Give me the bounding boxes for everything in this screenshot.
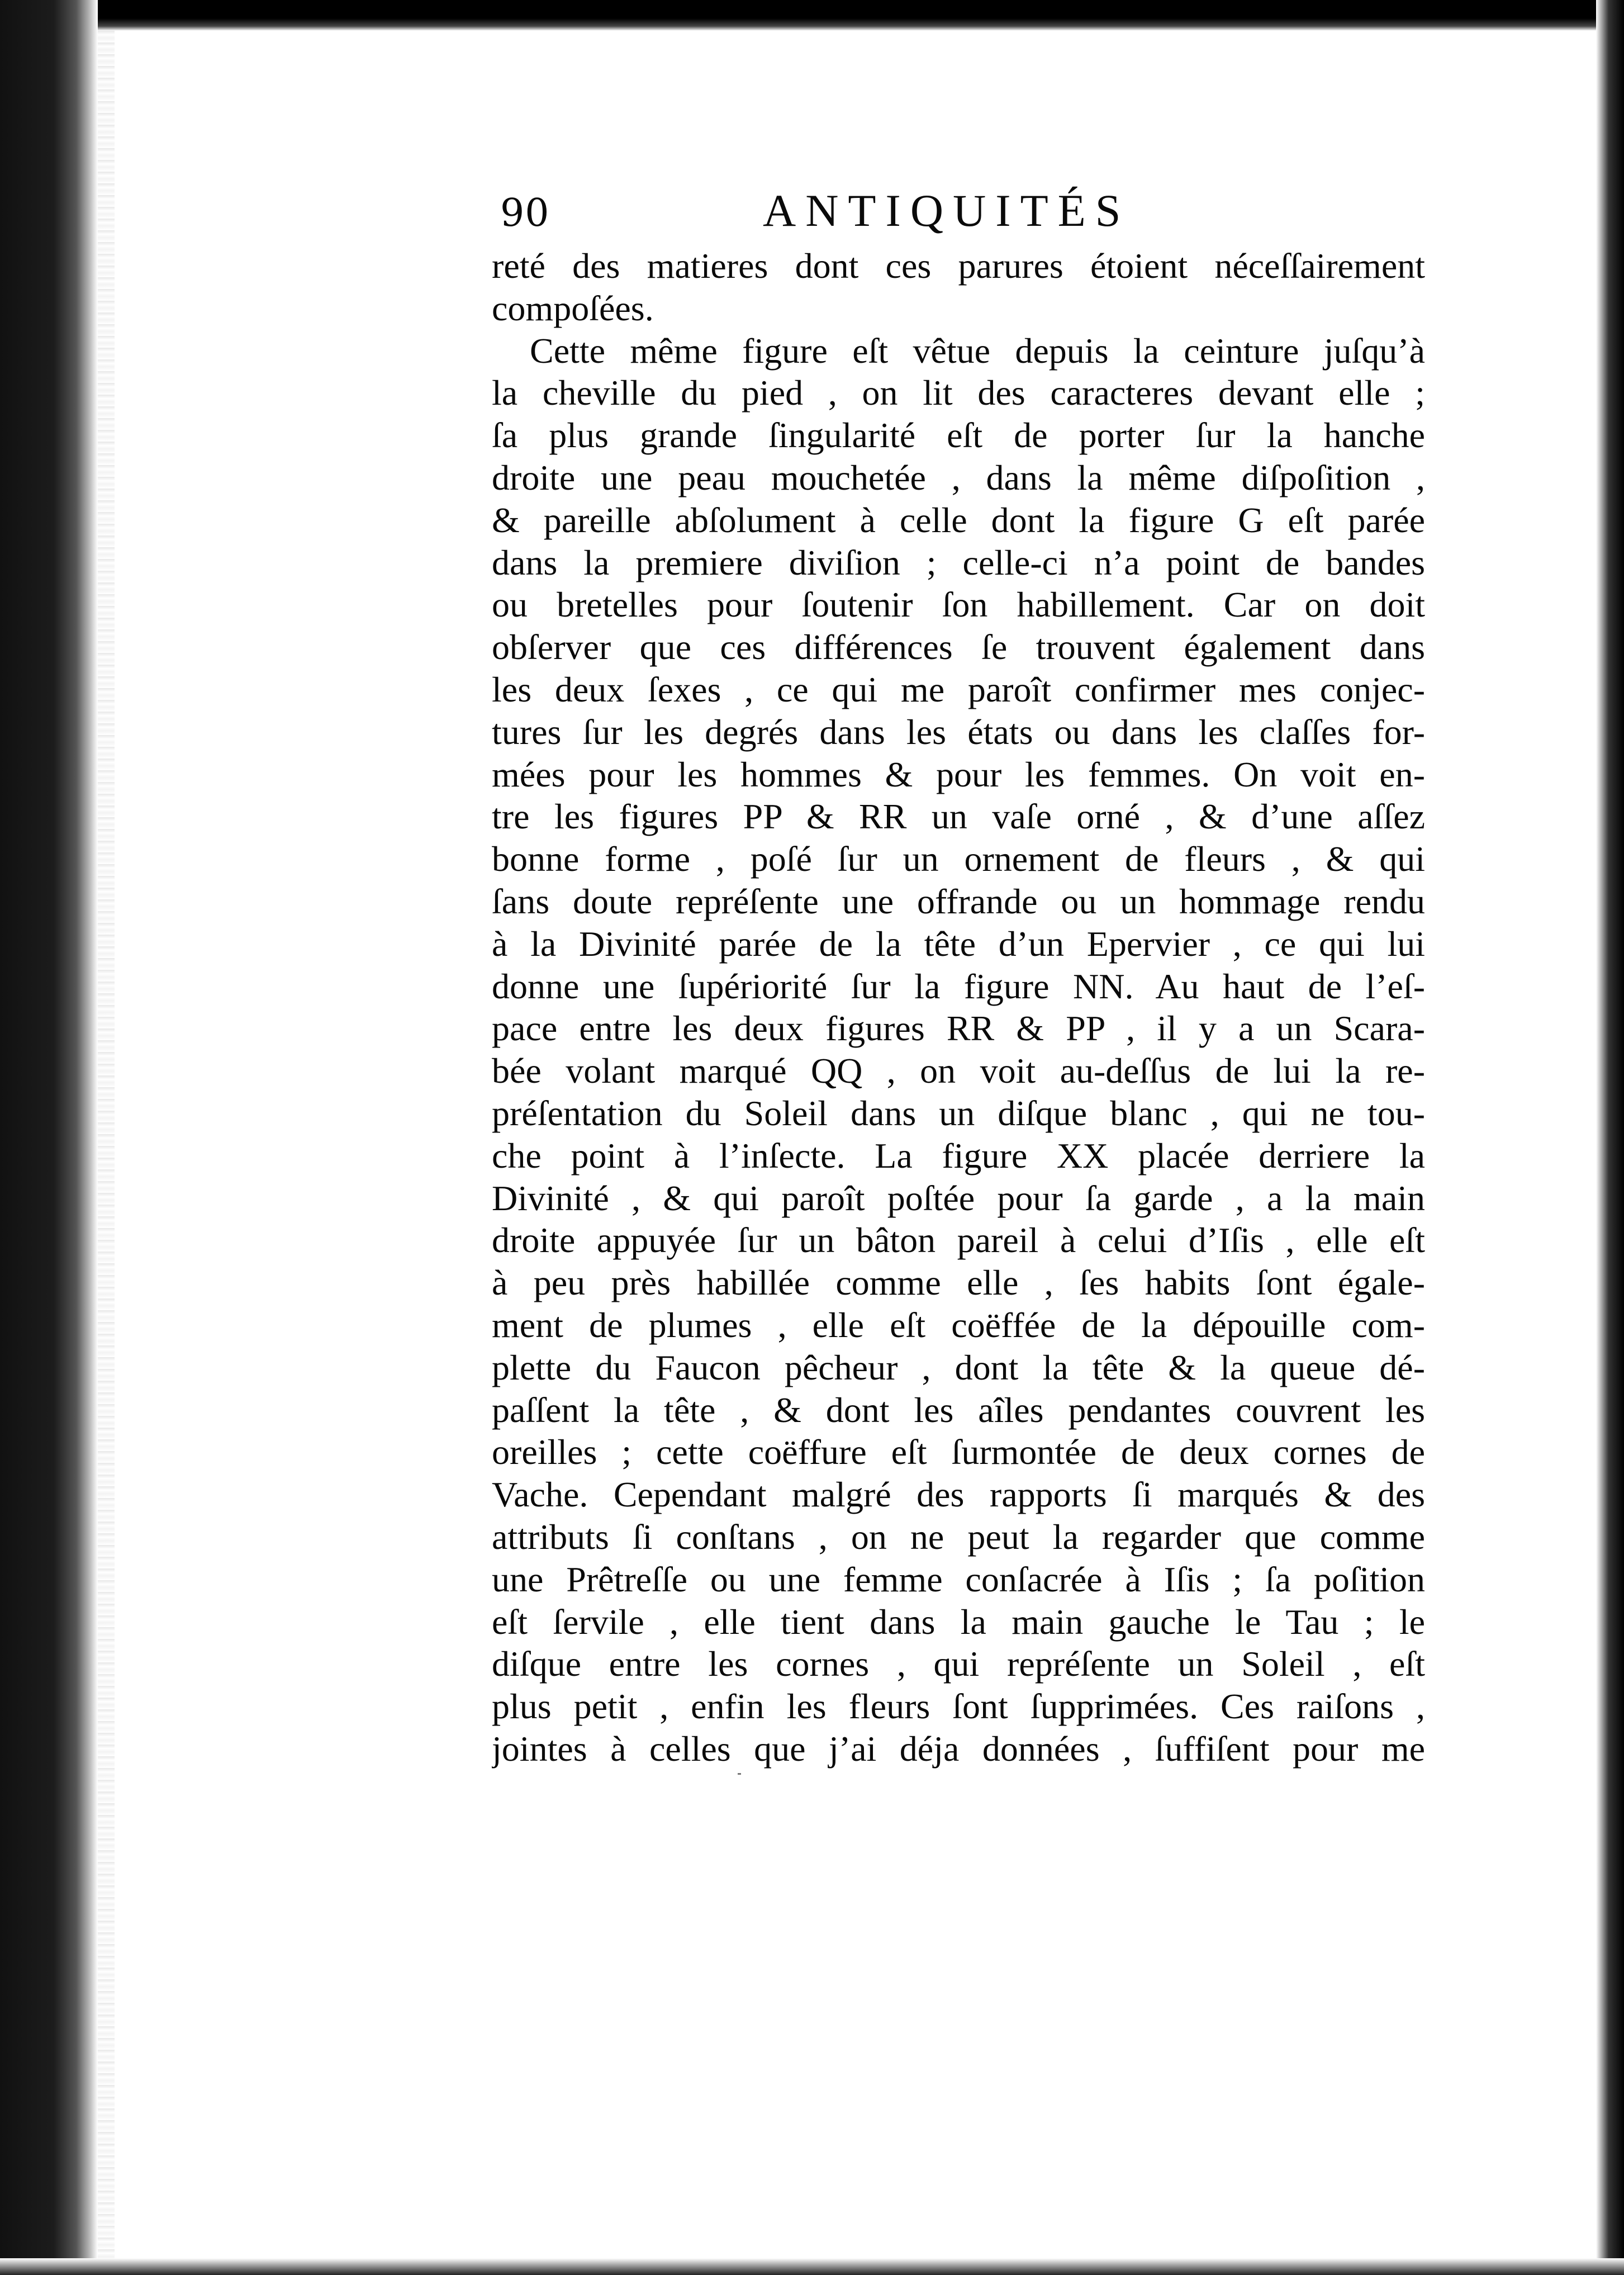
text-line: Vache. Cependant malgré des rapports ſi marqués & des xyxy=(492,1475,1425,1515)
text-line: oreilles ; cette coëffure eſt ſurmontée de deux cornes de xyxy=(492,1432,1425,1472)
text-line: jointes à celles que j’ai déja données , ſuffiſent pour me xyxy=(492,1728,1425,1769)
text-line: ou bretelles pour ſoutenir ſon habillement. Car on doit xyxy=(492,585,1425,625)
text-line: eſt ſervile , elle tient dans la main gauche le Tau ; le xyxy=(492,1601,1425,1642)
running-title: ANTIQUITÉS xyxy=(763,185,1131,236)
text-line: Divinité , & qui paroît poſtée pour ſa garde , a la main xyxy=(492,1178,1425,1218)
text-line: obſerver que ces différences ſe trouvent également dans xyxy=(492,627,1425,667)
body-text xyxy=(492,245,1425,1770)
text-line: bée volant marqué QQ , on voit au-deſſus de lui la re- xyxy=(492,1051,1425,1091)
text-line: paſſent la tête , & dont les aîles pendantes couvrent les xyxy=(492,1390,1425,1430)
text-line: compoſées. xyxy=(492,288,654,328)
text-line: une Prêtreſſe ou une femme conſacrée à Iſis ; ſa poſition xyxy=(492,1559,1425,1599)
text-line: plette du Faucon pêcheur , dont la tête & la queue dé- xyxy=(492,1347,1425,1387)
text-line: droite une peau mouchetée , dans la même diſpoſition , xyxy=(492,457,1425,497)
text-line: la cheville du pied , on lit des caracteres devant elle ; xyxy=(492,373,1425,413)
text-line: bonne forme , poſé ſur un ornement de fleurs , & qui xyxy=(492,839,1425,879)
text-line: tures ſur les degrés dans les états ou dans les claſſes for- xyxy=(492,712,1425,752)
text-line: attributs ſi conſtans , on ne peut la regarder que comme xyxy=(492,1516,1425,1557)
running-head xyxy=(500,184,1221,246)
text-line: ſa plus grande ſingularité eſt de porter ſur la hanche xyxy=(492,415,1425,456)
text-line: les deux ſexes , ce qui me paroît confirmer mes conjec- xyxy=(492,669,1425,709)
text-line: dans la premiere diviſion ; celle-ci n’a point de bandes xyxy=(492,542,1425,582)
text-line: tre les figures PP & RR un vaſe orné , & d’une aſſez xyxy=(492,797,1425,837)
text-line: donne une ſupériorité ſur la figure NN. Au haut de l’eſ- xyxy=(492,966,1425,1006)
text-line: diſque entre les cornes , qui repréſente un Soleil , eſt xyxy=(492,1644,1425,1684)
scan-border-left xyxy=(0,0,98,2275)
scan-border-top xyxy=(0,0,1624,31)
text-line: droite appuyée ſur un bâton pareil à celui d’Iſis , elle eſt xyxy=(492,1220,1425,1260)
text-line: préſentation du Soleil dans un diſque blanc , qui ne tou- xyxy=(492,1093,1425,1133)
text-line: reté des matieres dont ces parures étoient néceſſairement xyxy=(492,246,1425,286)
text-line: pace entre les deux figures RR & PP , il y a un Scara- xyxy=(492,1008,1425,1049)
scan-border-right xyxy=(1596,0,1624,2275)
text-line: à la Divinité parée de la tête d’un Epervier , ce qui lui xyxy=(492,923,1425,964)
text-line: Cette même figure eſt vêtue depuis la ceinture juſqu’à xyxy=(530,330,1425,371)
text-line: ment de plumes , elle eſt coëffée de la dépouille com- xyxy=(492,1305,1425,1345)
text-line: ſans doute repréſente une offrande ou un hommage rendu xyxy=(492,881,1425,921)
scan-border-bottom xyxy=(0,2258,1624,2275)
text-line: che point à l’inſecte. La figure XX placée derriere la xyxy=(492,1135,1425,1176)
text-line: plus petit , enfin les fleurs ſont ſupprimées. Ces raiſons , xyxy=(492,1686,1425,1727)
print-speck xyxy=(738,1773,741,1775)
binding-shadow xyxy=(98,31,115,2258)
text-line: & pareille abſolument à celle dont la figure G eſt parée xyxy=(492,500,1425,540)
text-line: mées pour les hommes & pour les femmes. On voit en- xyxy=(492,754,1425,794)
page-number: 90 xyxy=(500,191,550,235)
text-line: à peu près habillée comme elle , ſes habits ſont égale- xyxy=(492,1263,1425,1303)
